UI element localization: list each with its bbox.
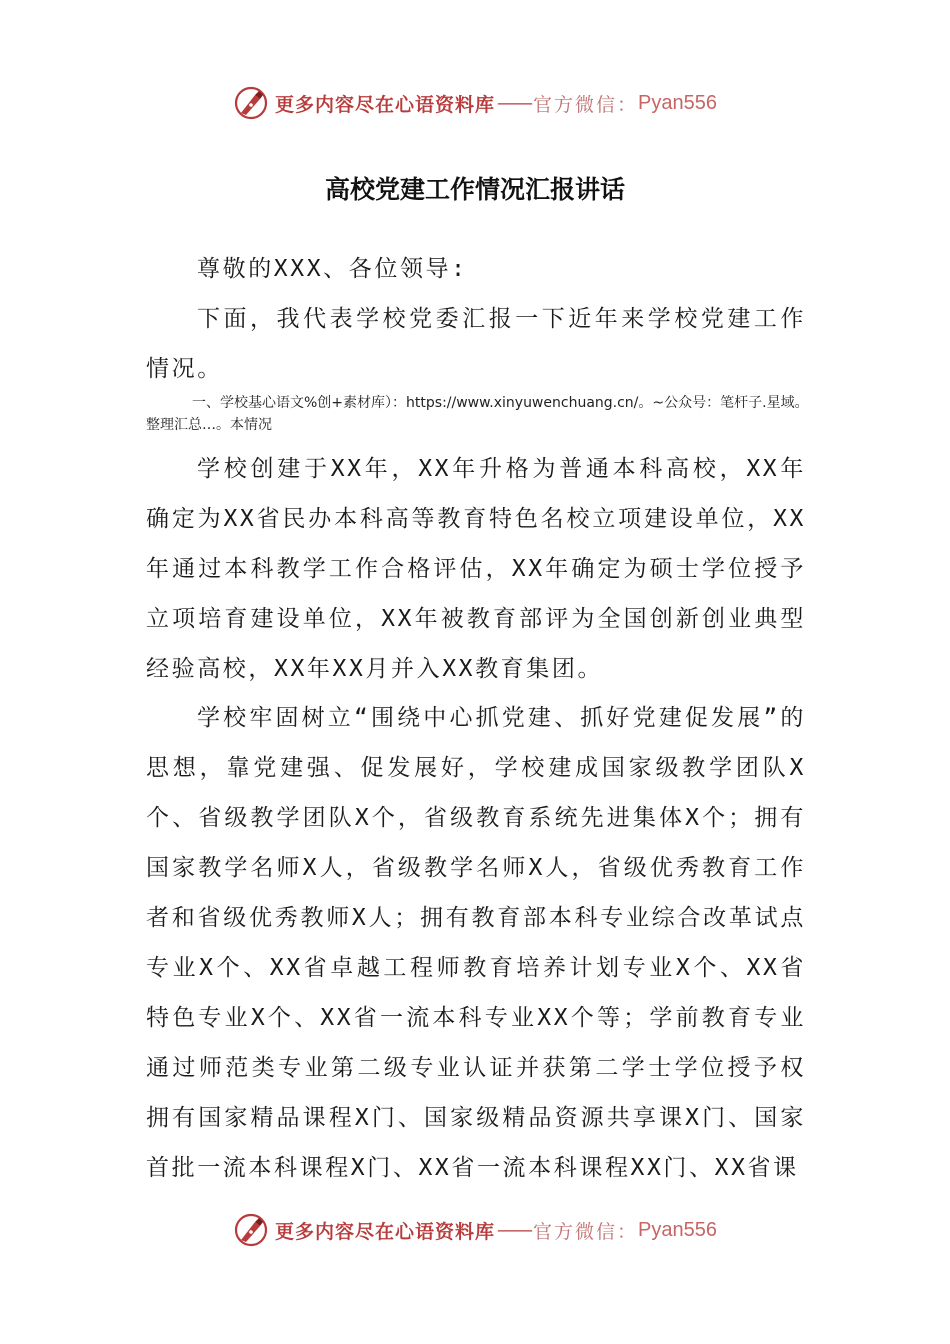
paragraph-school-history: 学校创建于XX年，XX年升格为普通本科高校，XX年确定为XX省民办本科高等教育特色名校立项建设单位，XX年通过本科教学工作合格评估，XX年确定为硕士学位授予立项培育建设单位，XX年被教育部评为全国创新创业典型经验高校，XX年XX月并入XX教育集团。	[146, 456, 806, 682]
banner-official-label: 官方微信：	[533, 93, 639, 116]
banner-official-label: 官方微信：	[533, 1220, 639, 1243]
pen-nib-logo-icon	[233, 1212, 269, 1248]
banner-brand-text: 更多内容尽在心语资料库	[275, 1220, 496, 1243]
banner-wechat-id: Pyan556	[638, 1218, 717, 1241]
footer-banner	[0, 1207, 950, 1253]
banner-brand-text: 更多内容尽在心语资料库	[275, 93, 496, 116]
intro-paragraph: 下面，我代表学校党委汇报一下近年来学校党建工作情况。	[146, 306, 806, 382]
paragraph-party-building: 学校牢固树立“围绕中心抓党建、抓好党建促发展”的思想，靠党建强、促发展好，学校建成国家级教学团队X个、省级教学团队X个，省级教育系统先进集体X个；拥有国家教学名师X人，省级教学名师X人，省级优秀教育工作者和省级优秀教师X人；拥有教育部本科专业综合改革试点专业X个、XX省卓越工程师教育培养计划专业X个、XX省特色专业X个、XX省一流本科专业XX个等；学前教育专业通过师范类专业第二级专业认证并获第二学士学位授予权拥有国家精品课程X门、国家级精品资源共享课X门、国家首批一流本科课程X门、XX省一流本科课程XX门、XX省课	[146, 705, 806, 1181]
document-title: 高校党建工作情况汇报讲话	[324, 175, 625, 204]
source-note: 一、学校基心语文%创+素材库）：https://www.xinyuwenchuang.cn/。~公众号：笔杆子.星域。整理汇总…。本情况	[146, 395, 809, 433]
banner-dash: ——	[497, 92, 532, 114]
banner-wechat-id: Pyan556	[638, 91, 717, 114]
banner-dash: ——	[497, 1219, 532, 1241]
header-banner	[0, 80, 950, 126]
salutation: 尊敬的XXX、各位领导:	[197, 256, 468, 282]
pen-nib-logo-icon	[233, 85, 269, 121]
